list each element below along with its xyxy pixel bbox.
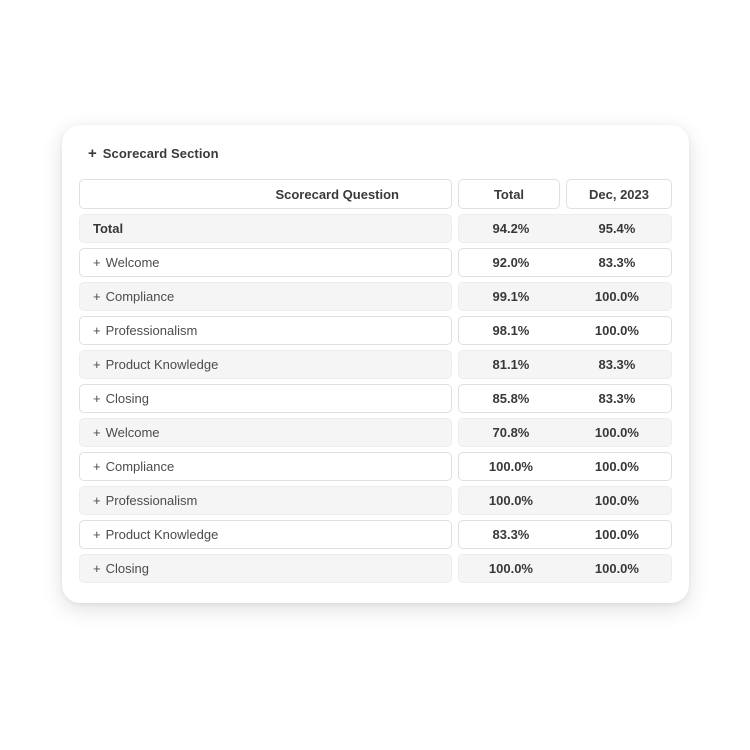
table-row (79, 214, 672, 243)
table-row (79, 282, 672, 311)
table-row (79, 452, 672, 481)
row-label: Compliance (105, 459, 175, 474)
row-question-cell[interactable] (79, 350, 452, 379)
row-total-value: 94.2% (492, 221, 530, 236)
row-expand-plus-icon: + (93, 561, 101, 576)
row-values-cell (458, 384, 672, 413)
table-header-row (79, 179, 672, 209)
row-expand-plus-icon: + (93, 357, 101, 372)
row-question-cell[interactable] (79, 316, 452, 345)
section-title: Scorecard Section (102, 146, 219, 161)
row-label: Total (93, 221, 124, 236)
table-row (79, 316, 672, 345)
row-label: Professionalism (105, 323, 198, 338)
row-expand-plus-icon: + (93, 527, 101, 542)
row-question-cell[interactable] (79, 214, 452, 243)
table-row (79, 384, 672, 413)
row-values-cell (458, 554, 672, 583)
row-label: Product Knowledge (105, 527, 219, 542)
row-question-cell[interactable] (79, 282, 452, 311)
table-row (79, 486, 672, 515)
row-question-cell[interactable] (79, 248, 452, 277)
header-scorecard-question: Scorecard Question (79, 179, 452, 209)
row-expand-plus-icon: + (93, 289, 101, 304)
row-expand-plus-icon: + (93, 493, 101, 508)
row-period-value: 83.3% (598, 357, 636, 372)
expand-plus-icon: + (88, 145, 97, 162)
row-total-value: 100.0% (488, 493, 533, 508)
header-total: Total (458, 179, 560, 209)
row-label: Closing (105, 391, 149, 406)
row-values-cell (458, 486, 672, 515)
row-values-cell (458, 520, 672, 549)
table-row (79, 418, 672, 447)
row-total-value: 92.0% (492, 255, 530, 270)
row-question-cell[interactable] (79, 452, 452, 481)
row-period-value: 100.0% (594, 561, 639, 576)
row-period-value: 100.0% (594, 289, 639, 304)
row-period-value: 95.4% (598, 221, 636, 236)
row-period-value: 83.3% (598, 391, 636, 406)
row-period-value: 100.0% (594, 493, 639, 508)
table-row (79, 350, 672, 379)
row-total-value: 81.1% (492, 357, 530, 372)
row-label: Welcome (105, 255, 160, 270)
row-values-cell (458, 350, 672, 379)
row-expand-plus-icon: + (93, 323, 101, 338)
row-total-value: 98.1% (492, 323, 530, 338)
row-question-cell[interactable] (79, 418, 452, 447)
row-expand-plus-icon: + (93, 255, 101, 270)
table-row (79, 554, 672, 583)
row-period-value: 83.3% (598, 255, 636, 270)
row-label: Closing (105, 561, 149, 576)
row-period-value: 100.0% (594, 527, 639, 542)
row-question-cell[interactable] (79, 554, 452, 583)
row-total-value: 70.8% (492, 425, 530, 440)
row-label: Professionalism (105, 493, 198, 508)
table-row (79, 520, 672, 549)
row-total-value: 83.3% (492, 527, 530, 542)
table-row (79, 248, 672, 277)
row-label: Compliance (105, 289, 175, 304)
row-total-value: 99.1% (492, 289, 530, 304)
row-values-cell (458, 214, 672, 243)
row-period-value: 100.0% (594, 425, 639, 440)
row-expand-plus-icon: + (93, 391, 101, 406)
row-total-value: 100.0% (488, 561, 533, 576)
row-total-value: 100.0% (488, 459, 533, 474)
scorecard-card (62, 125, 689, 603)
scorecard-table (79, 179, 672, 583)
row-question-cell[interactable] (79, 486, 452, 515)
row-label: Welcome (105, 425, 160, 440)
row-values-cell (458, 248, 672, 277)
row-total-value: 85.8% (492, 391, 530, 406)
row-period-value: 100.0% (594, 323, 639, 338)
table-body (79, 214, 672, 583)
row-label: Product Knowledge (105, 357, 219, 372)
row-expand-plus-icon: + (93, 425, 101, 440)
row-question-cell[interactable] (79, 384, 452, 413)
scorecard-section-toggle[interactable] (79, 145, 672, 162)
row-question-cell[interactable] (79, 520, 452, 549)
header-period: Dec, 2023 (566, 179, 672, 209)
row-values-cell (458, 418, 672, 447)
row-values-cell (458, 282, 672, 311)
row-values-cell (458, 452, 672, 481)
row-expand-plus-icon: + (93, 459, 101, 474)
row-period-value: 100.0% (594, 459, 639, 474)
row-values-cell (458, 316, 672, 345)
